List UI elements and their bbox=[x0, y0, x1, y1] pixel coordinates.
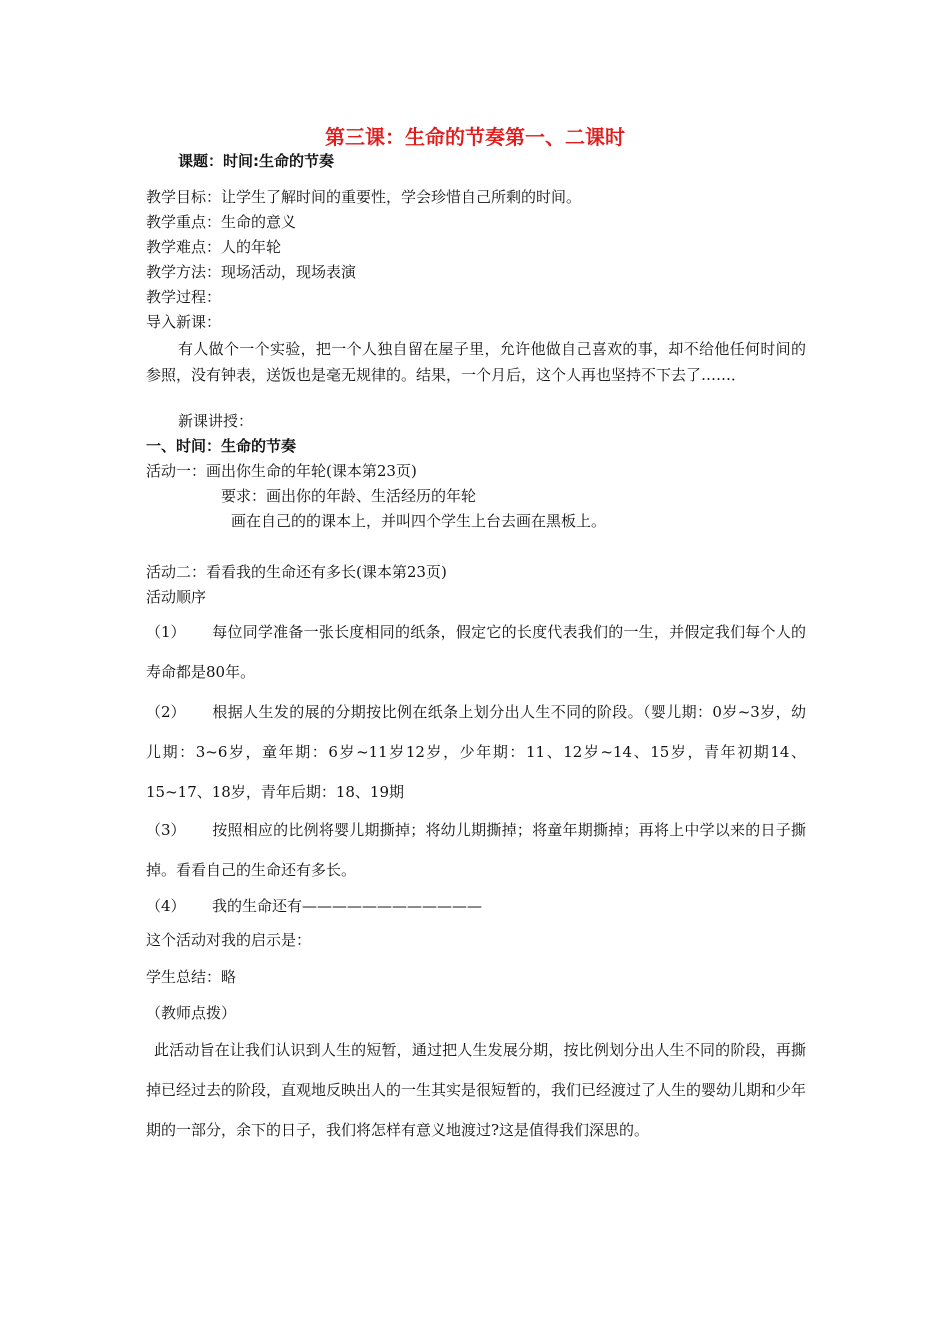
intro-text: 有人做个一个实验，把一个人独自留在屋子里，允许他做自己喜欢的事，却不给他任何时间的参照，没有钟表，送饭也是毫无规律的。结果，一个月后，这个人再也坚持不下去了……． bbox=[146, 340, 806, 384]
teaching-key-point: 教学重点：生命的意义 bbox=[146, 213, 297, 231]
step-text: 根据人生发的展的分期按比例在纸条上划分出人生不同的阶段。（婴儿期：0岁~3岁，幼儿期：3~6岁，童年期：6岁~11岁12岁，少年期：11、12岁~14、15岁，青年初期14、15~17、18岁，青年后期：18、19期 bbox=[146, 703, 806, 801]
activity-two: 活动二：看看我的生命还有多长(课本第23页) bbox=[146, 563, 447, 581]
teaching-process: 教学过程： bbox=[146, 288, 222, 306]
teaching-objectives: 教学目标：让学生了解时间的重要性，学会珍惜自己所剩的时间。 bbox=[146, 188, 582, 206]
step-text: 我的生命还有———————————— bbox=[212, 897, 483, 915]
activity-one-requirement: 要求：画出你的年龄、生活经历的年轮 bbox=[221, 487, 477, 505]
step-number: （1） bbox=[146, 623, 186, 641]
step-number: （2） bbox=[146, 703, 186, 721]
teacher-guidance-label: （教师点拨） bbox=[146, 1004, 237, 1022]
teacher-guidance-text: 此活动旨在让我们认识到人生的短暂，通过把人生发展分期，按比例划分出人生不同的阶段，再撕掉已经过去的阶段，直观地反映出人的一生其实是很短暂的，我们已经渡过了人生的婴幼儿期和少年期的一部分，余下的日子，我们将怎样有意义地渡过?这是值得我们深思的。 bbox=[146, 1041, 807, 1139]
activity-insight: 这个活动对我的启示是： bbox=[146, 931, 312, 949]
step-item bbox=[146, 612, 806, 692]
step-text: 按照相应的比例将婴儿期撕掉；将幼儿期撕掉；将童年期撕掉；再将上中学以来的日子撕掉。看看自己的生命还有多长。 bbox=[146, 821, 806, 879]
intro-label: 导入新课： bbox=[146, 313, 222, 331]
activity-one-note: 画在自己的的课本上，并叫四个学生上台去画在黑板上。 bbox=[231, 512, 607, 530]
activity-one: 活动一：画出你生命的年轮(课本第23页) bbox=[146, 462, 417, 480]
step-item bbox=[146, 810, 806, 890]
activity-two-order: 活动顺序 bbox=[146, 588, 207, 606]
page-title: 第三课：生命的节奏第一、二课时 bbox=[325, 125, 625, 149]
step-text: 每位同学准备一张长度相同的纸条，假定它的长度代表我们的一生，并假定我们每个人的寿命都是80年。 bbox=[146, 623, 806, 681]
step-number: （4） bbox=[146, 897, 186, 915]
step-number: （3） bbox=[146, 821, 186, 839]
teaching-method: 教学方法：现场活动，现场表演 bbox=[146, 263, 357, 281]
lesson-topic: 课题：时间:生命的节奏 bbox=[178, 152, 334, 170]
section-heading: 一、时间：生命的节奏 bbox=[146, 437, 297, 455]
new-lesson-label: 新课讲授： bbox=[178, 412, 254, 430]
teaching-difficulty: 教学难点：人的年轮 bbox=[146, 238, 282, 256]
step-item bbox=[146, 886, 806, 926]
step-item bbox=[146, 692, 806, 812]
student-summary: 学生总结：略 bbox=[146, 968, 237, 986]
